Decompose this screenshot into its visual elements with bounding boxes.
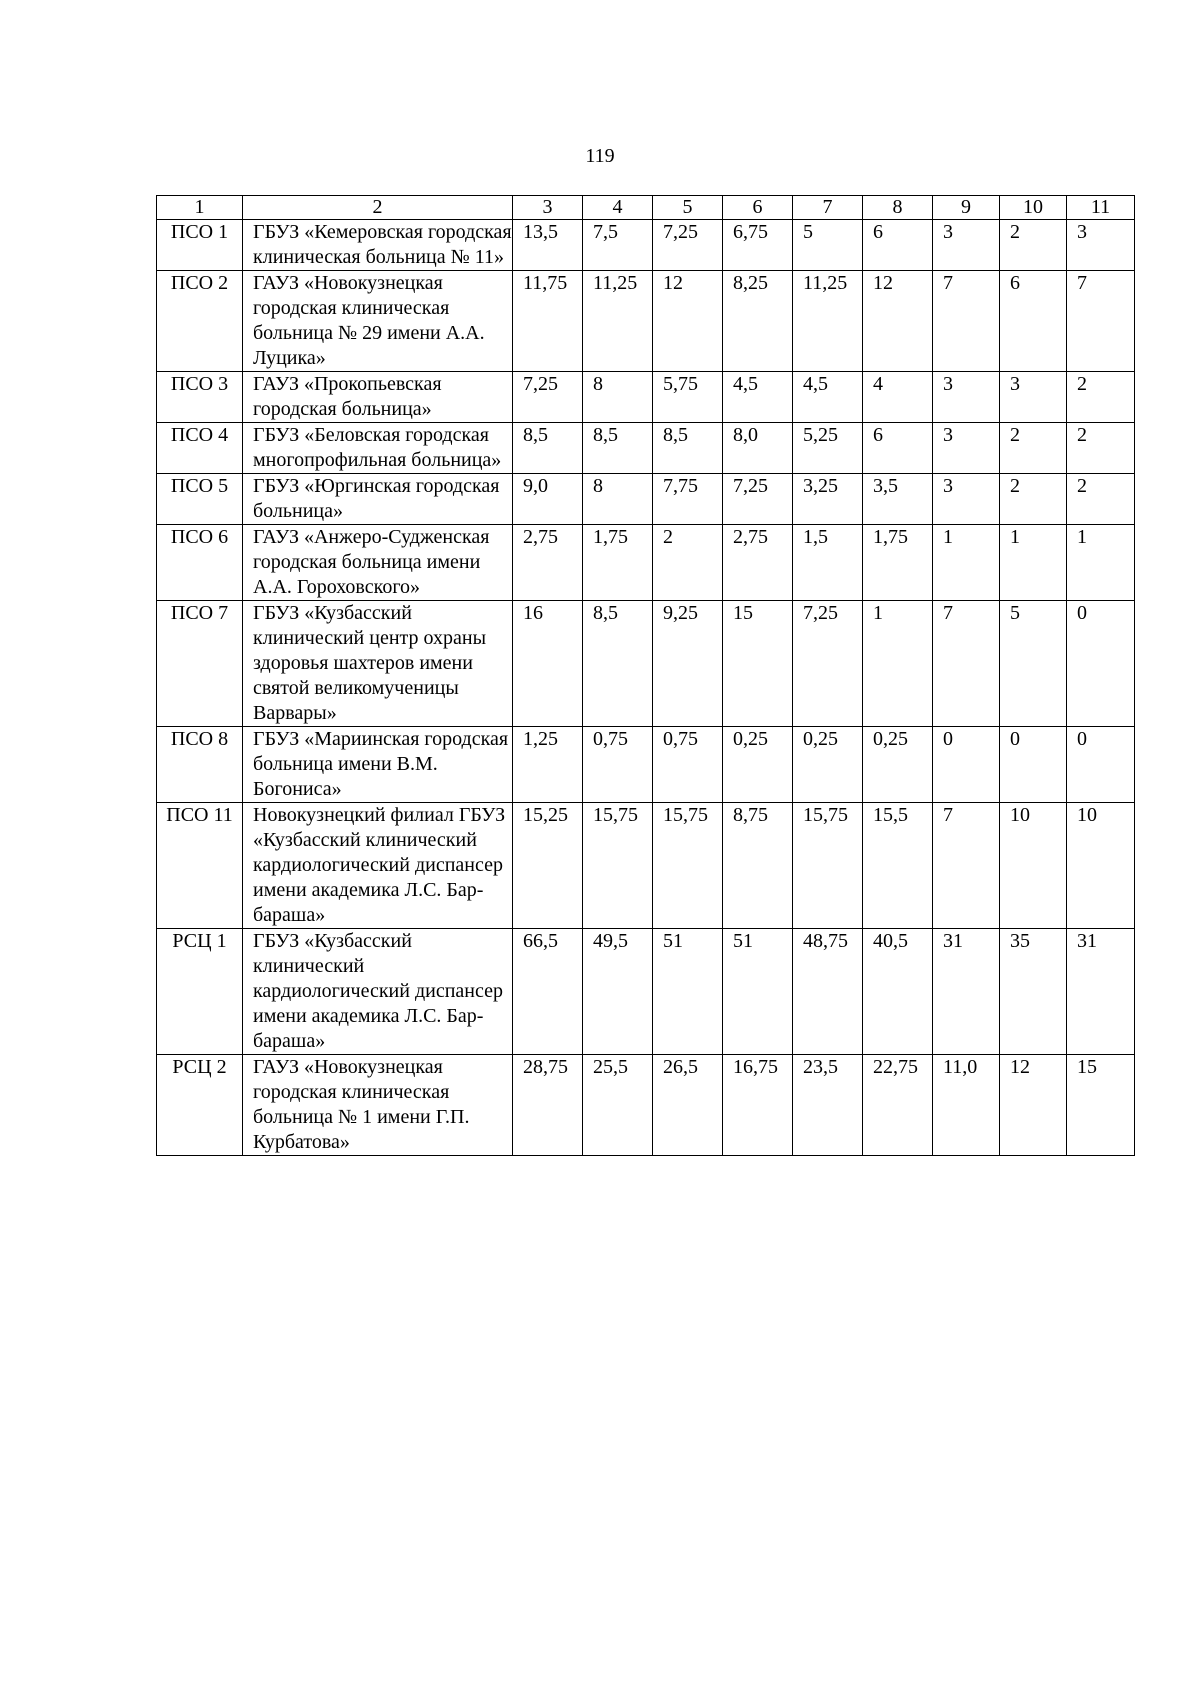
value-cell: 2,75 [513,525,583,601]
value-cell: 11,25 [793,271,863,372]
value-cell: 7,25 [723,474,793,525]
value-cell: 9,0 [513,474,583,525]
value-cell: 0,75 [583,727,653,803]
column-header: 10 [1000,196,1067,220]
institution-name: ГБУЗ «Юргинская городская больница» [243,474,513,525]
column-header: 1 [157,196,243,220]
value-cell: 7,25 [653,220,723,271]
row-code: РСЦ 1 [157,929,243,1055]
table-row [157,220,1135,271]
value-cell: 3,25 [793,474,863,525]
table-row [157,1055,1135,1156]
table-header-row [157,196,1135,220]
value-cell: 1 [863,601,933,727]
institution-name: ГАУЗ «Новокузнецкая городская клиническая больница № 29 имени А.А. Луцика» [243,271,513,372]
value-cell: 2 [1000,474,1067,525]
value-cell: 6 [1000,271,1067,372]
value-cell: 4,5 [793,372,863,423]
value-cell: 8,25 [723,271,793,372]
institution-name: ГБУЗ «Беловская городская многопрофильная больница» [243,423,513,474]
table-row [157,423,1135,474]
value-cell: 15,75 [583,803,653,929]
value-cell: 15 [1067,1055,1135,1156]
value-cell: 7,75 [653,474,723,525]
value-cell: 3 [1067,220,1135,271]
value-cell: 7 [933,271,1000,372]
row-code: ПСО 1 [157,220,243,271]
value-cell: 12 [863,271,933,372]
value-cell: 15,5 [863,803,933,929]
value-cell: 8,75 [723,803,793,929]
value-cell: 5 [1000,601,1067,727]
value-cell: 4 [863,372,933,423]
institution-name: ГАУЗ «Новокузнецкая городская клиническая больница № 1 имени Г.П. Курбатова» [243,1055,513,1156]
value-cell: 35 [1000,929,1067,1055]
page-number: 119 [585,145,615,167]
value-cell: 13,5 [513,220,583,271]
value-cell: 31 [933,929,1000,1055]
value-cell: 6 [863,423,933,474]
value-cell: 51 [723,929,793,1055]
value-cell: 12 [1000,1055,1067,1156]
value-cell: 48,75 [793,929,863,1055]
value-cell: 0 [933,727,1000,803]
value-cell: 7,25 [793,601,863,727]
row-code: ПСО 2 [157,271,243,372]
value-cell: 1 [933,525,1000,601]
value-cell: 0,75 [653,727,723,803]
row-code: ПСО 7 [157,601,243,727]
row-code: ПСО 5 [157,474,243,525]
value-cell: 7,5 [583,220,653,271]
value-cell: 3 [933,372,1000,423]
institution-name: ГАУЗ «Прокопьевская городская больница» [243,372,513,423]
table-row [157,474,1135,525]
value-cell: 2,75 [723,525,793,601]
value-cell: 15,75 [653,803,723,929]
value-cell: 11,75 [513,271,583,372]
value-cell: 22,75 [863,1055,933,1156]
value-cell: 1,5 [793,525,863,601]
value-cell: 9,25 [653,601,723,727]
value-cell: 28,75 [513,1055,583,1156]
value-cell: 15 [723,601,793,727]
value-cell: 8 [583,474,653,525]
value-cell: 7 [933,601,1000,727]
value-cell: 10 [1067,803,1135,929]
value-cell: 8,5 [583,423,653,474]
column-header: 7 [793,196,863,220]
value-cell: 8,5 [653,423,723,474]
column-header: 8 [863,196,933,220]
column-header: 11 [1067,196,1135,220]
value-cell: 0,25 [793,727,863,803]
value-cell: 11,25 [583,271,653,372]
data-table [156,195,1135,1156]
value-cell: 3 [933,474,1000,525]
value-cell: 16 [513,601,583,727]
table-row [157,929,1135,1055]
value-cell: 5,25 [793,423,863,474]
table-row [157,271,1135,372]
value-cell: 2 [1067,372,1135,423]
value-cell: 0 [1067,727,1135,803]
value-cell: 2 [1000,423,1067,474]
institution-name: ГАУЗ «Анжеро-Судженская городская больница имени А.А. Гороховского» [243,525,513,601]
table-row [157,372,1135,423]
value-cell: 31 [1067,929,1135,1055]
value-cell: 4,5 [723,372,793,423]
value-cell: 7 [933,803,1000,929]
value-cell: 3,5 [863,474,933,525]
column-header: 6 [723,196,793,220]
row-code: ПСО 11 [157,803,243,929]
table-row [157,525,1135,601]
column-header: 3 [513,196,583,220]
value-cell: 10 [1000,803,1067,929]
value-cell: 51 [653,929,723,1055]
value-cell: 66,5 [513,929,583,1055]
value-cell: 3 [933,220,1000,271]
column-header: 4 [583,196,653,220]
value-cell: 11,0 [933,1055,1000,1156]
value-cell: 26,5 [653,1055,723,1156]
row-code: ПСО 4 [157,423,243,474]
column-header: 2 [243,196,513,220]
table-row [157,601,1135,727]
value-cell: 1 [1067,525,1135,601]
column-header: 9 [933,196,1000,220]
value-cell: 7 [1067,271,1135,372]
value-cell: 3 [1000,372,1067,423]
value-cell: 2 [1067,474,1135,525]
value-cell: 0,25 [723,727,793,803]
value-cell: 16,75 [723,1055,793,1156]
value-cell: 6,75 [723,220,793,271]
row-code: РСЦ 2 [157,1055,243,1156]
value-cell: 15,25 [513,803,583,929]
value-cell: 5,75 [653,372,723,423]
value-cell: 1,75 [583,525,653,601]
row-code: ПСО 8 [157,727,243,803]
value-cell: 1 [1000,525,1067,601]
value-cell: 12 [653,271,723,372]
value-cell: 49,5 [583,929,653,1055]
value-cell: 3 [933,423,1000,474]
row-code: ПСО 6 [157,525,243,601]
value-cell: 6 [863,220,933,271]
column-header: 5 [653,196,723,220]
value-cell: 1,75 [863,525,933,601]
value-cell: 8,5 [583,601,653,727]
row-code: ПСО 3 [157,372,243,423]
institution-name: ГБУЗ «Кузбасский клинический центр охраны здоровья шахтеров имени святой великомученицы Варвары» [243,601,513,727]
value-cell: 0 [1000,727,1067,803]
institution-name: Новокузнецкий филиал ГБУЗ «Кузбасский клинический кардиологический диспансер имени академика Л.С. Бар-бараша» [243,803,513,929]
table-row [157,803,1135,929]
institution-name: ГБУЗ «Кузбасский клинический кардиологический диспансер имени академика Л.С. Бар-бараша» [243,929,513,1055]
table-row [157,727,1135,803]
value-cell: 23,5 [793,1055,863,1156]
value-cell: 1,25 [513,727,583,803]
value-cell: 8,5 [513,423,583,474]
value-cell: 25,5 [583,1055,653,1156]
value-cell: 0 [1067,601,1135,727]
value-cell: 40,5 [863,929,933,1055]
value-cell: 8,0 [723,423,793,474]
value-cell: 8 [583,372,653,423]
value-cell: 15,75 [793,803,863,929]
value-cell: 2 [653,525,723,601]
value-cell: 5 [793,220,863,271]
value-cell: 2 [1067,423,1135,474]
institution-name: ГБУЗ «Кемеровская городская клиническая больница № 11» [243,220,513,271]
value-cell: 0,25 [863,727,933,803]
value-cell: 2 [1000,220,1067,271]
institution-name: ГБУЗ «Мариинская городская больница имени В.М. Богониса» [243,727,513,803]
value-cell: 7,25 [513,372,583,423]
